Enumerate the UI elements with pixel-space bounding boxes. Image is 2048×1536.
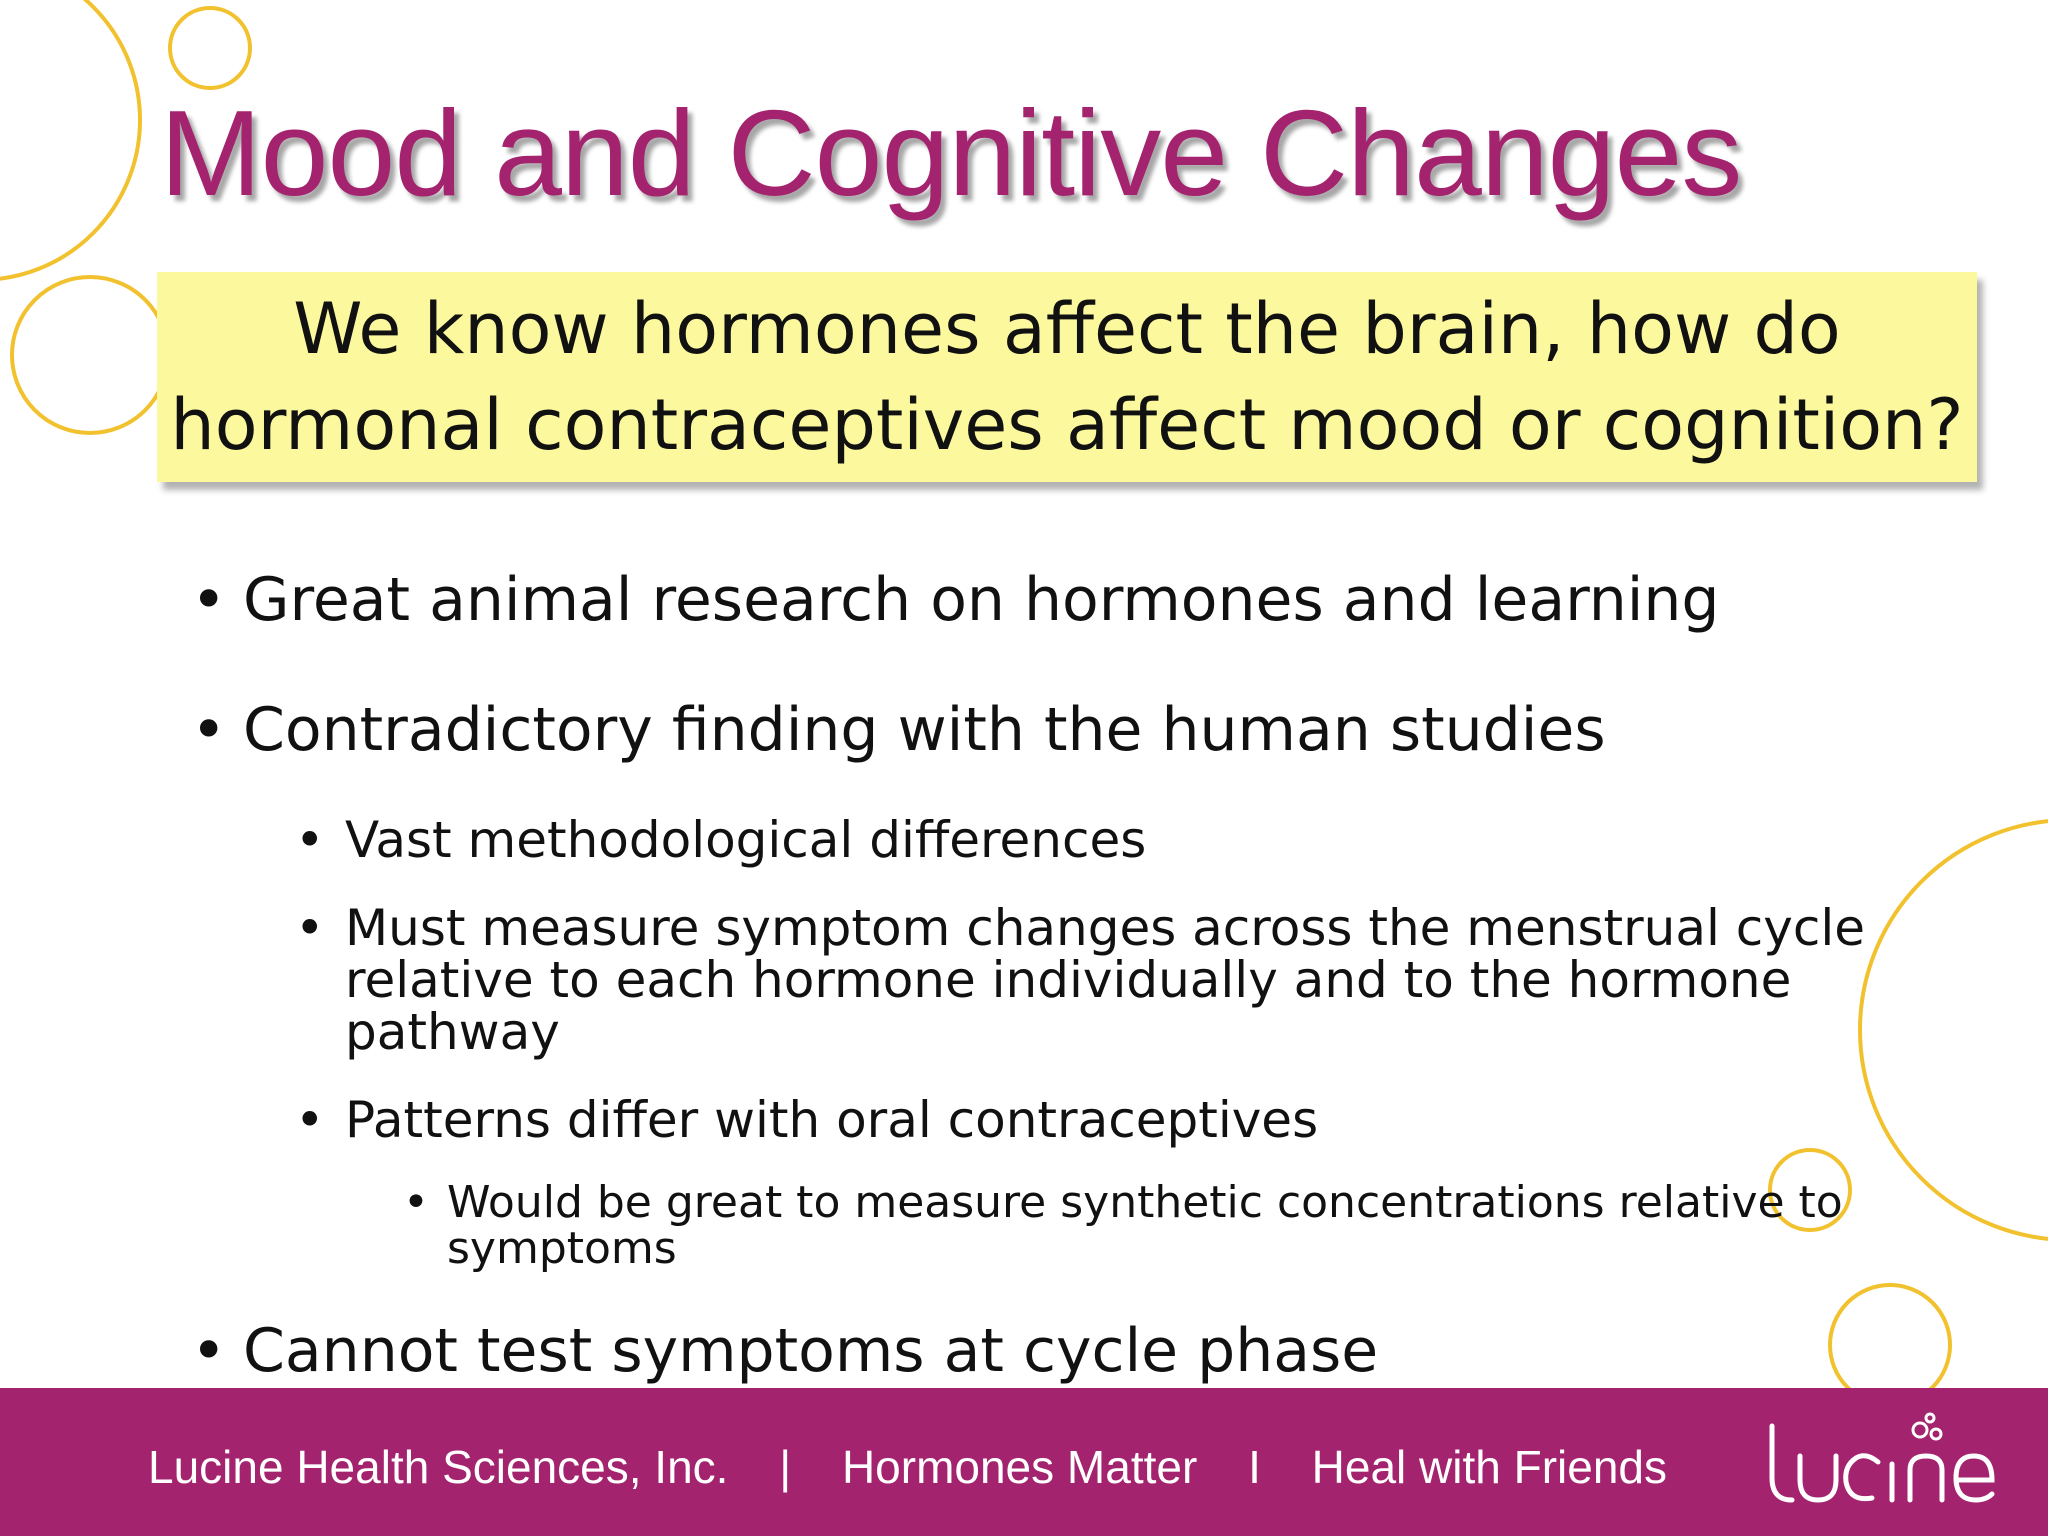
callout-text: We know hormones affect the brain, how do hormonal contraceptives affect mood or cognition?: [170, 288, 1964, 466]
bullet-text: Cannot test symptoms at cycle phase: [243, 1316, 1379, 1386]
bullet-dot: •: [295, 899, 325, 957]
bullet-text: Contradictory finding with the human studies: [243, 695, 1606, 765]
bullet-dot: •: [191, 565, 227, 635]
subsubbullet-synthetic-concentrations: [403, 1177, 1843, 1274]
footer-text: [148, 1440, 1667, 1494]
footer-site: Hormones Matter: [841, 1441, 1198, 1493]
bullet-text: Great animal research on hormones and learning: [243, 565, 1720, 635]
bullet-dot: •: [403, 1177, 429, 1228]
footer-separator: |: [779, 1441, 792, 1493]
footer-bar: [0, 1388, 2048, 1536]
bullet-text-line-2: symptoms: [447, 1223, 677, 1274]
footer-tagline: Heal with Friends: [1311, 1441, 1667, 1493]
bullet-dot: •: [295, 1091, 325, 1149]
footer-company: Lucine Health Sciences, Inc.: [148, 1441, 729, 1493]
bullet-dot: •: [191, 1316, 227, 1386]
slide-title: Mood and Cognitive Changes: [160, 85, 1742, 221]
footer-separator: I: [1248, 1441, 1261, 1493]
bullet-cannot-test: [191, 1315, 1379, 1387]
subbullet-patterns-differ: [295, 1091, 1319, 1149]
bullet-text-line-1: Must measure symptom changes across the menstrual cycle: [345, 899, 1865, 957]
bullet-dot: •: [191, 695, 227, 765]
bullet-text-line-3: pathway: [345, 1003, 560, 1061]
bullet-text-line-1: Would be great to measure synthetic concentrations relative to: [447, 1177, 1843, 1228]
subbullet-methodological: [295, 811, 1147, 869]
bullet-dot: •: [295, 811, 325, 869]
subbullet-measure-symptoms: [295, 899, 1865, 1061]
bullet-text-line-2: relative to each hormone individually and to the hormone: [345, 951, 1792, 1009]
bullet-text: Patterns differ with oral contraceptives: [345, 1091, 1319, 1149]
bullet-contradictory: [191, 694, 1606, 766]
lucine-logo: [1760, 1408, 2000, 1518]
bullet-animal-research: [191, 564, 1720, 636]
bullet-text: Vast methodological differences: [345, 811, 1147, 869]
